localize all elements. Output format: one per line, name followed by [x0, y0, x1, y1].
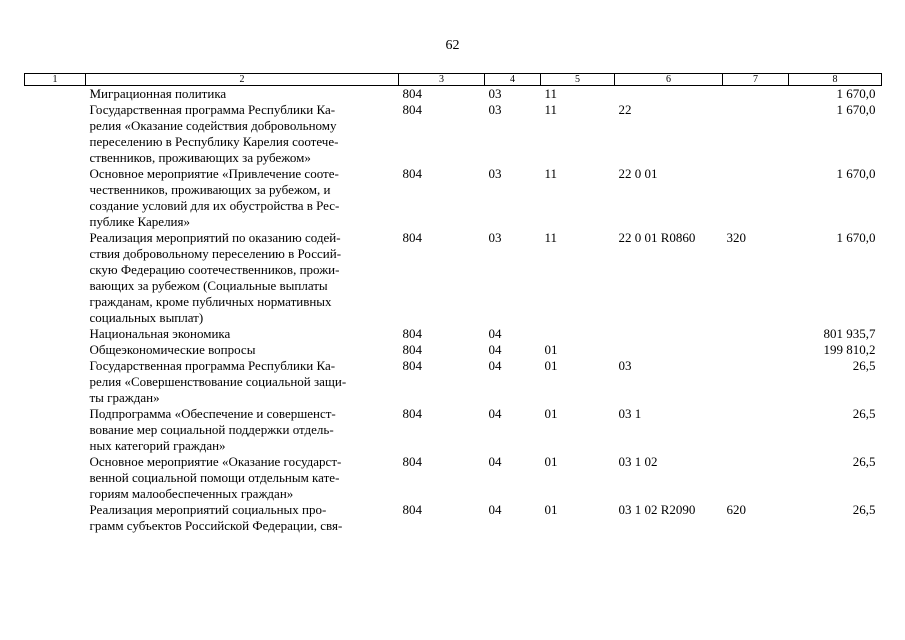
- cell-item-name: Общеэкономические вопросы: [89, 342, 256, 357]
- cell-row-number: [25, 502, 86, 534]
- table-row: [25, 406, 882, 454]
- cell-item-name: Национальная экономика: [89, 326, 231, 341]
- cell-ministry-code: 804: [402, 86, 422, 101]
- cell-item-name: Государственная программа Республики Ка- релия «Оказание содействия добровольному переселению в Республику Карелия соотече- ственников, проживающих за рубежом»: [89, 102, 339, 165]
- cell-row-number: [25, 326, 86, 342]
- budget-table: [24, 73, 882, 534]
- column-header-2: 2: [86, 74, 399, 86]
- cell-amount: 26,5: [852, 454, 876, 469]
- cell-target-article: 22: [618, 102, 632, 117]
- cell-ministry-code: 804: [402, 342, 422, 357]
- cell-ministry-code: 804: [402, 502, 422, 517]
- column-header-1: 1: [25, 74, 86, 86]
- cell-section: 03: [488, 102, 502, 117]
- cell-item-name: Миграционная политика: [89, 86, 227, 101]
- cell-ministry-code: 804: [402, 406, 422, 421]
- cell-row-number: [25, 342, 86, 358]
- table-row: [25, 454, 882, 502]
- cell-target-article: 03 1: [618, 406, 642, 421]
- cell-target-article: 22 0 01: [618, 166, 658, 181]
- table-header: [25, 74, 882, 86]
- column-header-6: 6: [615, 74, 723, 86]
- cell-amount: 26,5: [852, 358, 876, 373]
- cell-ministry-code: 804: [402, 454, 422, 469]
- column-header-7: 7: [723, 74, 789, 86]
- page-number: 62: [445, 38, 460, 53]
- cell-subsection: 01: [544, 502, 558, 517]
- cell-section: 03: [488, 86, 502, 101]
- cell-row-number: [25, 166, 86, 230]
- cell-row-number: [25, 230, 86, 326]
- cell-expense-type: 620: [726, 502, 746, 517]
- column-header-5: 5: [541, 74, 615, 86]
- cell-ministry-code: 804: [402, 230, 422, 245]
- cell-amount: 199 810,2: [823, 342, 876, 357]
- cell-subsection: 01: [544, 454, 558, 469]
- cell-subsection: 01: [544, 358, 558, 373]
- cell-target-article: 03: [618, 358, 632, 373]
- cell-subsection: 11: [544, 86, 558, 101]
- table-row: [25, 502, 882, 534]
- cell-expense-type: 320: [726, 230, 746, 245]
- cell-amount: 1 670,0: [836, 166, 876, 181]
- cell-amount: 26,5: [852, 406, 876, 421]
- cell-target-article: [615, 326, 723, 342]
- cell-section: 03: [488, 230, 502, 245]
- cell-row-number: [25, 454, 86, 502]
- cell-expense-type: [723, 406, 789, 454]
- cell-expense-type: [723, 358, 789, 406]
- cell-section: 04: [488, 326, 502, 341]
- cell-item-name: Реализация мероприятий по оказанию содей- ствия добровольному переселению в Россий- скую Федерацию соотечественников, прожи- вающих за рубежом (Социальные выплаты гражданам, кроме публичных нормативных социальных выплат): [89, 230, 342, 325]
- cell-row-number: [25, 358, 86, 406]
- cell-ministry-code: 804: [402, 326, 422, 341]
- cell-amount: 1 670,0: [836, 230, 876, 245]
- cell-subsection: 01: [544, 406, 558, 421]
- table-row: [25, 230, 882, 326]
- cell-target-article: 22 0 01 R0860: [618, 230, 696, 245]
- cell-section: 04: [488, 502, 502, 517]
- column-number-row: [25, 74, 882, 86]
- table-row: [25, 342, 882, 358]
- cell-amount: 26,5: [852, 502, 876, 517]
- cell-section: 04: [488, 358, 502, 373]
- cell-expense-type: [723, 454, 789, 502]
- table-body: [25, 86, 882, 535]
- cell-amount: 801 935,7: [823, 326, 876, 341]
- cell-expense-type: [723, 342, 789, 358]
- cell-item-name: Основное мероприятие «Оказание государст- венной социальной помощи отдельным кате- гориям малообеспеченных граждан»: [89, 454, 342, 501]
- cell-subsection: [541, 326, 615, 342]
- table-row: [25, 86, 882, 103]
- cell-expense-type: [723, 326, 789, 342]
- cell-expense-type: [723, 166, 789, 230]
- table-row: [25, 358, 882, 406]
- cell-ministry-code: 804: [402, 166, 422, 181]
- column-header-3: 3: [399, 74, 485, 86]
- cell-ministry-code: 804: [402, 102, 422, 117]
- cell-subsection: 11: [544, 102, 558, 117]
- cell-target-article: 03 1 02 R2090: [618, 502, 696, 517]
- cell-item-name: Государственная программа Республики Ка- релия «Совершенствование социальной защи- ты граждан»: [89, 358, 347, 405]
- cell-subsection: 01: [544, 342, 558, 357]
- cell-section: 04: [488, 342, 502, 357]
- column-header-4: 4: [485, 74, 541, 86]
- cell-section: 04: [488, 406, 502, 421]
- column-header-8: 8: [789, 74, 882, 86]
- cell-section: 04: [488, 454, 502, 469]
- cell-ministry-code: 804: [402, 358, 422, 373]
- cell-row-number: [25, 86, 86, 103]
- cell-target-article: [615, 342, 723, 358]
- table-row: [25, 166, 882, 230]
- cell-expense-type: [723, 86, 789, 103]
- cell-section: 03: [488, 166, 502, 181]
- cell-subsection: 11: [544, 166, 558, 181]
- cell-amount: 1 670,0: [836, 102, 876, 117]
- table-row: [25, 102, 882, 166]
- cell-subsection: 11: [544, 230, 558, 245]
- cell-amount: 1 670,0: [836, 86, 876, 101]
- cell-item-name: Реализация мероприятий социальных про- грамм субъектов Российской Федерации, свя-: [89, 502, 343, 533]
- cell-item-name: Подпрограмма «Обеспечение и совершенст- вование мер социальной поддержки отдель- ных категорий граждан»: [89, 406, 336, 453]
- cell-target-article: 03 1 02: [618, 454, 658, 469]
- cell-row-number: [25, 406, 86, 454]
- cell-target-article: [615, 86, 723, 103]
- cell-row-number: [25, 102, 86, 166]
- cell-item-name: Основное мероприятие «Привлечение сооте- чественников, проживающих за рубежом, и создание условий для их обустройства в Рес- публике Карелия»: [89, 166, 340, 229]
- table-row: [25, 326, 882, 342]
- cell-expense-type: [723, 102, 789, 166]
